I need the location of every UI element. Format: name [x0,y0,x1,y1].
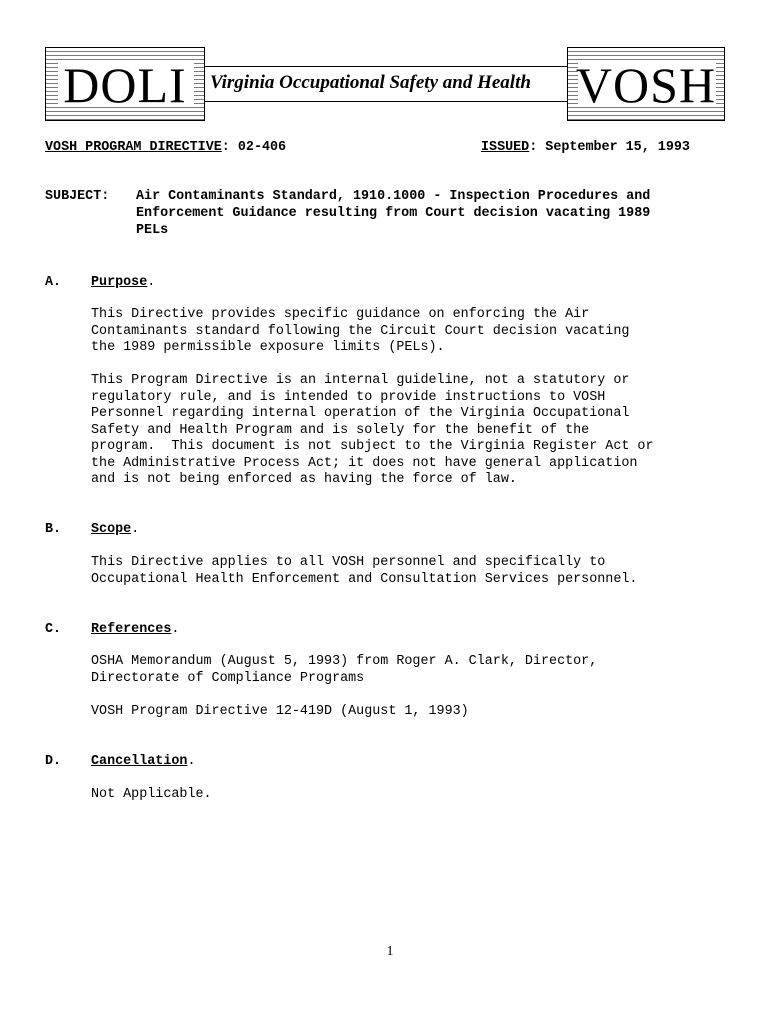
section-b-heading: Scope. [91,522,140,537]
section-b-title: Scope [91,522,132,537]
letterhead-title: Virginia Occupational Safety and Health [210,72,531,93]
vosh-logo-text: VOSH [575,57,717,113]
section-d-letter: D. [45,754,62,769]
section-b-letter: B. [45,522,62,537]
section-a-paragraph-1: This Directive provides specific guidance on enforcing the Air Contaminants standard following the Circuit Court decision vacating the 1989 permissible exposure limits (PELs). [91,307,630,355]
vosh-logo [567,47,725,121]
section-a-heading: Purpose. [91,275,156,290]
section-d-heading: Cancellation. [91,754,196,769]
section-c-heading: References. [91,622,180,637]
section-c-paragraph-2: VOSH Program Directive 12-419D (August 1, 1993) [91,704,469,719]
issued-date [481,140,690,157]
section-d-title: Cancellation [91,754,188,769]
issued-label: ISSUED [481,140,530,155]
subject-line-3: PELs [136,223,169,238]
subject-label: SUBJECT: [45,189,110,204]
directive-label: VOSH PROGRAM DIRECTIVE [45,140,222,155]
section-a-title: Purpose [91,275,148,290]
directive-number [45,140,286,157]
issued-date-value: : September 15, 1993 [529,140,690,155]
section-c-paragraph-1: OSHA Memorandum (August 5, 1993) from Roger A. Clark, Director, Directorate of Compliance Programs [91,654,598,686]
section-c-letter: C. [45,622,62,637]
doli-logo-text: DOLI [63,57,187,113]
doli-logo [45,47,205,121]
section-a-letter: A. [45,275,62,290]
section-a-paragraph-2: This Program Directive is an internal guideline, not a statutory or regulatory rule, and is intended to provide instructions to VOSH Personnel regarding internal operation of the Virginia Occupational Safety and Health Program and is solely for the benefit of the program. This document is not subject to the Virginia Register Act or the Administrative Process Act; it does not have general application and is not being enforced as having the force of law. [91,373,654,487]
subject-line-2: Enforcement Guidance resulting from Court decision vacating 1989 [136,206,651,221]
section-c-title: References [91,622,172,637]
section-d-paragraph-1: Not Applicable. [91,787,212,802]
page-number: 1 [386,944,394,959]
directive-number-value: : 02-406 [221,140,287,155]
section-b-paragraph-1: This Directive applies to all VOSH personnel and specifically to Occupational Health Enforcement and Consultation Services personnel. [91,555,638,587]
subject-line-1: Air Contaminants Standard, 1910.1000 - Inspection Procedures and [136,189,651,204]
